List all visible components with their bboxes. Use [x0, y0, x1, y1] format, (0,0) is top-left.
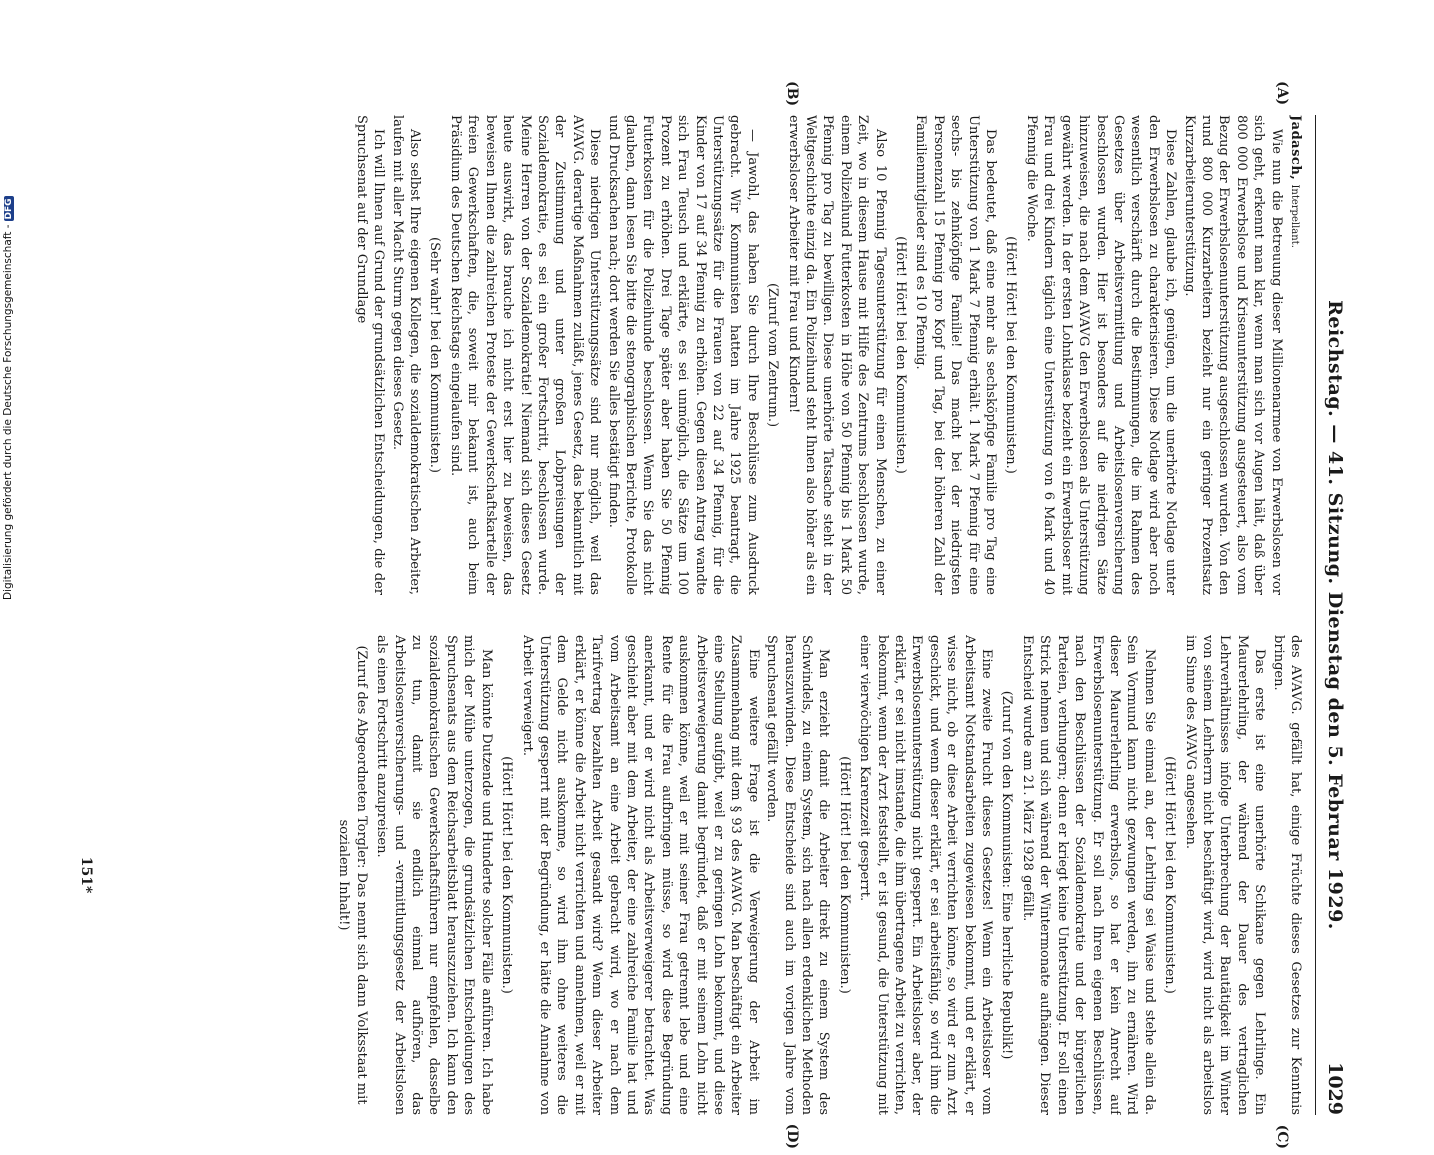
speaker-line [1286, 115, 1304, 595]
margin-marker-b: (B) [784, 81, 800, 107]
interjection: (Zuruf des Abgeordneten Torgler: Das nennt sich dann Volksstaat mit sozialem Inhalt!) [336, 645, 369, 1105]
interjection: (Zuruf von den Kommunisten: Eine herrliche Republik!) [999, 690, 1015, 1060]
paragraph: Eine weitere Frage ist die Verweigerung der Arbeit im Zusammenhang mit dem § 93 des AVAVG. Man beschäftigt ein Arbeiter eine Stellung aufgibt, weil er zu geringen Lohn bekommt, und diese Arbeitsverweigerung damit begründet, daß er mit seinem Lohn nicht auskommen könne, weil er mit seiner Frau getrennt lebe und eine Rente für die Frau aufbringen müsse, so wird diese Begründung anerkannt, und er wird nicht als Arbeitsverweigerer betrachtet. Was geschieht aber mit dem Arbeiter, der eine zahlreiche Familie hat und vom Arbeitsamt an eine Arbeit gebracht wird, wo er nach dem Tarifvertrag bezahlten Arbeit gesandt wird? Wenn dieser Arbeiter erklärt, er könne die Arbeit nicht verrichten und annehmen, weil er mit dem Gelde nicht auskomme, so wird ihm ohne weiteres die Unterstützung gesperrt mit der Begründung, er hätte die Annahme von Arbeit verweigert. [519, 635, 761, 1115]
interjection: (Hört! Hört! bei den Kommunisten.) [1162, 756, 1178, 994]
document-page [60, 75, 1360, 1155]
paragraph: — Jawohl, das haben Sie durch Ihre Beschlüsse zum Ausdruck gebracht. Wir Kommunisten hatten im Jahre 1925 beantragt, die Unterstützungssätze für die Frauen von 22 auf 34 Pfennig, für die Kinder von 17 auf 34 Pfennig zu erhöhen. Gegen diesen Antrag wandte sich Frau Teusch und erklärte, es sei unmöglich, die Sätze um 100 Prozent zu erhöhen. Drei Tage später aber haben Sie 50 Pfennig Futterkosten für die Polizeihunde beschlossen. Wenn Sie das nicht glauben, dann lesen Sie bitte die stenographischen Berichte, Protokolle und Drucksachen nach; dort werden Sie alles bestätigt finden. [605, 115, 760, 595]
speaker-role: Interpellant. [1289, 184, 1300, 248]
margin-marker-a: (A) [1274, 81, 1290, 106]
paragraph: Eine zweite Frucht dieses Gesetzes! Wenn ein Arbeitsloser vom Arbeitsamt Notstandsarbeiten zugewiesen bekommt, und er erklärt, er wisse nicht, ob er diese Arbeit verrichten könne, so wird er zum Arzt geschickt, und wenn dieser erklärt, er sei arbeitsfähig, so wird ihm die Erwerbslosenunterstützung nicht gesperrt. Ein Arbeitsloser aber, der erklärt, er sei nicht imstande, die ihm übertragene Arbeit zu verrichten, bekommt, wenn der Arzt feststellt, er ist gesund, die Unterstützung mit einer vierwöchigen Karenzzeit gesperrt. [857, 635, 995, 1115]
paragraph: Ich will Ihnen auf Grund der grundsätzlichen Entscheidungen, die der Spruchsenat auf der Grundlage [353, 115, 387, 595]
paragraph: Das bedeutet, daß eine mehr als sechsköpfige Familie pro Tag eine Unterstützung von 1 Mark 7 Pfennig erhält. 1 Mark 7 Pfennig für eine sechs- bis zehnköpfige Familie! Das macht bei der niedrigsten Personenzahl 15 Pfennig pro Kopf und Tag, bei der höheren Zahl der Familienmitglieder sind es 10 Pfennig. [913, 115, 999, 595]
interjection: (Hört! Hört! bei den Kommunisten.) [499, 756, 515, 994]
interjection: (Hört! Hört! bei den Kommunisten.) [893, 236, 909, 474]
digitization-credit [2, 198, 16, 600]
interjection: (Zuruf vom Zentrum.) [765, 282, 781, 428]
page-header [1315, 115, 1350, 1115]
interjection: (Sehr wahr! bei den Kommunisten.) [427, 237, 443, 473]
page-number: 1029 [1324, 1062, 1346, 1115]
dfg-logo: DFG [4, 198, 14, 220]
paragraph: Man könnte Dutzende und Hunderte solcher Fälle anführen. Ich habe mich der Mühe unterzogen, die grundsätzlichen Entscheidungen des Spruchsenats aus dem Reichsarbeitsblatt herauszuziehen. Ich kann den sozialdemokratischen Gewerkschaftsführern nur empfehlen, dasselbe zu tun, damit sie endlich einmal aufhören, das Arbeitslosenversicherungs- und -vermittlungsgesetz der Arbeitslosen als einen Fortschritt anzupreisen. [374, 635, 494, 1115]
paragraph: Man erzieht damit die Arbeiter direkt zu einem System des Schwindels, zu einem System, sich nach allen erdenklichen Methoden herauszuwinden. Diese Entscheide sind auch im vorigen Jahre vom Spruchsenat gefällt worden. [764, 635, 832, 1115]
margin-marker-c: (C) [1274, 1124, 1290, 1149]
paragraph: Diese niedrigen Unterstützungssätze sind nur möglich, weil das AVAVG. derartige Maßnahmen zuläßt, jenes Gesetz, das bekanntlich mit der Zustimmung und unter großen Lobpreisungen der Sozialdemokratie, es sei ein großer Fortschritt, beschlossen wurde. Meine Herren von der Sozialdemokratie! Niemand sich dieses Gesetz heute auswirkt, das brauche ich nicht erst hier zu beweisen, das beweisen Ihnen die zahlreichen Proteste der Gewerkschaftskartelle der freien Gewerkschaften, die, soweit mir bekannt ist, auch beim Präsidium des Deutschen Reichstags eingelaufen sind. [447, 115, 603, 595]
paragraph: Also 10 Pfennig Tagesunterstützung für einen Menschen, zu einer Zeit, wo in diesem Hause mit Hilfe des Zentrums beschlossen wurde, einem Polizeihund Futterkosten in Höhe von 50 Pfennig bis 1 Mark 50 Pfennig pro Tag zu bewilligen. Diese unerhörte Tatsache steht in der Weltgeschichte einzig da. Ein Polizeihund steht Ihnen also höher als ein erwerbsloser Arbeiter mit Frau und Kindern! [785, 115, 888, 595]
paragraph: Also selbst Ihre eigenen Kollegen, die sozialdemokratischen Arbeiter, laufen mit aller Macht Sturm gegen dieses Gesetz. [389, 115, 423, 595]
right-column [120, 635, 1304, 1115]
paragraph: Nehmen Sie einmal an, der Lehrling sei Waise und stehe allein da. Sein Vormund kann nicht gezwungen werden, ihn zu ernähren. Wird dieser Maurerlehrling erwerbslos, so hat er kein Anrecht auf Erwerbslosenunterstützung. Er soll nach Ihren eigenen Beschlüssen, nach den Beschlüssen der Sozialdemokratie und der bürgerlichen Parteien, verhungern; denn er kriegt keine Unterstützung. Er soll einen Strick nehmen und sich während der Wintermonate aufhängen. Dieser Entscheid wurde am 21. März 1928 gefällt. [1019, 635, 1157, 1115]
interjection: (Hört! Hört! bei den Kommunisten.) [836, 756, 852, 994]
paragraph: des AVAVG. gefällt hat, einige Früchte dieses Gesetzes zur Kenntnis bringen. [1270, 635, 1303, 1115]
margin-marker-d: (D) [784, 1123, 800, 1149]
page-title: Reichstag. — 41. Sitzung. Dienstag den 5. Februar 1929. [1324, 300, 1346, 930]
signature-mark: 151* [78, 856, 94, 894]
paragraph: Diese Zahlen, glaube ich, genügen, um die unerhörte Notlage unter den Erwerbslosen zu charakterisieren. Diese Notlage wird aber noch wesentlich verschärft durch die Bestimmungen, die im Rahmen des Gesetzes über Arbeitsvermittlung und Arbeitslosenversicherung beschlossen wurden. Hier ist besonders auf die niedrigen Sätze hinzuweisen, die nach dem AVAVG den Erwerbslosen als Unterstützung gewährt werden. In der ersten Lohnklasse bezieht ein Erwerbsloser mit Frau und drei Kindern täglich eine Unterstützung von 6 Mark und 40 Pfennig die Woche. [1023, 115, 1179, 595]
left-column [120, 115, 1304, 595]
interjection: (Hört! Hört! bei den Kommunisten.) [1003, 236, 1019, 474]
paragraph: Das erste ist eine unerhörte Schikane gegen Lehrlinge. Ein Maurerlehrling, der während der Dauer des vertraglichen Lehrverhältnisses infolge Unterbrechung der Bautätigkeit im Winter von seinem Lehrherrn nicht beschäftigt wird, wird nicht als arbeitslos im Sinne des AVAVG angesehen. [1182, 635, 1268, 1115]
paragraph: Wie nun die Betreuung dieser Millionenarmee von Erwerbslosen vor sich geht, erkennt man klar, wenn man sich vor Augen hält, daß über 800 000 Erwerbslose und Krisenunterstützung ausgesteuert, also vom Bezug der Erwerbslosenunterstützung ausgeschlossen wurden. Von den rund 800 000 Kurzarbeitern bezieht nur ein geringer Prozentsatz Kurzarbeiterunterstützung. [1181, 115, 1284, 595]
speaker-name: Jadasch, [1288, 115, 1303, 181]
digitization-credit-text: Digitalisierung gefördert durch die Deutsche Forschungsgemeinschaft - [2, 224, 14, 600]
